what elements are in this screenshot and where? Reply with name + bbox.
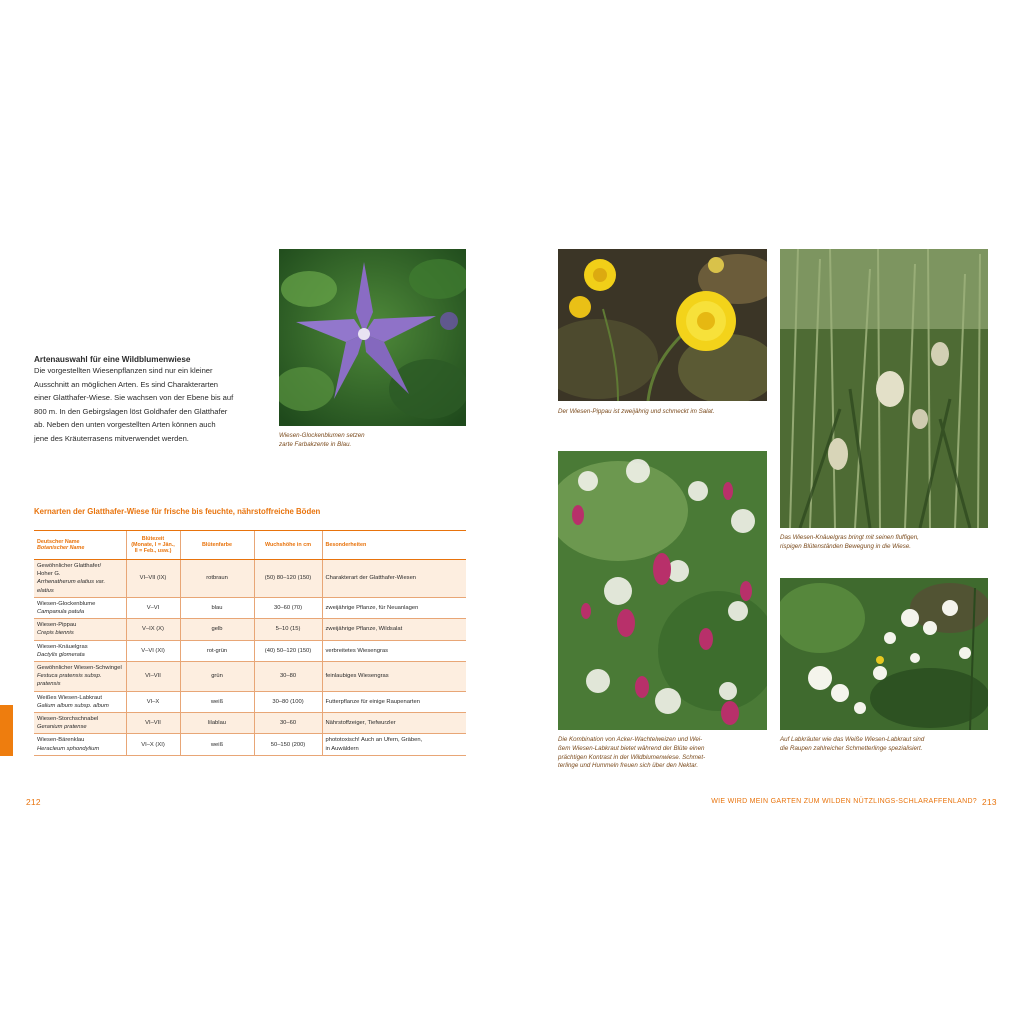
cell-name <box>34 597 126 618</box>
caption-glockenblume <box>279 432 469 450</box>
intro-line: Ausschnitt an möglichen Arten. Es sind Charakterarten <box>34 379 219 389</box>
cell-farbe: grün <box>180 662 254 692</box>
name-de: Gewöhnlicher Wiesen-Schwingel <box>37 665 122 672</box>
cell-bes: feinlaubiges Wiesengras <box>322 662 466 692</box>
header-bluetezeit <box>126 531 180 560</box>
intro-line: einer Glatthafer-Wiese. Sie wachsen von der Ebene bis auf <box>34 393 234 403</box>
caption-line: die Raupen zahlreicher Schmetterlinge spezialisiert. <box>780 744 923 752</box>
name-bot: Crepis biennis <box>37 630 74 637</box>
cell-hoehe: 30–60 (70) <box>254 597 322 618</box>
caption-line: rispigen Blütenständen Bewegung in die Wiese. <box>780 542 911 550</box>
caption-line: prächtigen Kontrast in der Wildblumenwiese. Schmet- <box>558 753 706 761</box>
cell-zeit: V–VI <box>126 597 180 618</box>
table-row <box>34 662 466 692</box>
cell-hoehe: (50) 80–120 (150) <box>254 560 322 598</box>
running-head: WIE WIRD MEIN GARTEN ZUM WILDEN NÜTZLINGS-SCHLARAFFENLAND? <box>711 798 977 805</box>
header-line: II = Feb., usw.) <box>134 548 172 554</box>
cell-name <box>34 713 126 734</box>
cell-zeit: VI–X (XI) <box>126 734 180 755</box>
bes-line: phototoxisch! Auch an Ufern, Gräben, <box>325 737 423 744</box>
species-table <box>34 530 466 756</box>
chapter-tab-marker <box>0 705 13 756</box>
cell-name <box>34 619 126 640</box>
header-name-de: Deutscher Name <box>37 539 80 545</box>
cell-name <box>34 734 126 755</box>
caption-pippau <box>558 408 773 417</box>
cell-zeit: VI–X <box>126 691 180 712</box>
cell-name <box>34 662 126 692</box>
table-header-row <box>34 531 466 560</box>
name-de: Wiesen-Glockenblume <box>37 600 96 607</box>
header-line: (Monate, I = Jän., <box>131 542 175 548</box>
cell-bes: Charakterart der Glatthafer-Wiesen <box>322 560 466 598</box>
caption-line: Der Wiesen-Pippau ist zweijährig und schmeckt im Salat. <box>558 408 715 415</box>
header-line: Blütezeit <box>141 536 165 542</box>
cell-zeit: V–IX (X) <box>126 619 180 640</box>
caption-line: zarte Farbakzente in Blau. <box>279 440 352 448</box>
table-title: Kernarten der Glatthafer-Wiese für frische bis feuchte, nährstoffreiche Böden <box>34 507 321 516</box>
cell-farbe: weiß <box>180 691 254 712</box>
caption-line: Die Kombination von Acker-Wachtelweizen und Wei- <box>558 736 703 743</box>
caption-labkraut <box>780 736 995 754</box>
page-number-right: 213 <box>982 797 997 807</box>
intro-heading: Artenauswahl für eine Wildblumenwiese <box>34 355 191 364</box>
photo-labkraut <box>780 578 988 730</box>
caption-knaeuelgras <box>780 534 995 552</box>
cell-zeit: VI–VII <box>126 713 180 734</box>
header-farbe: Blütenfarbe <box>180 531 254 560</box>
photo-knaeuelgras <box>780 249 988 528</box>
name-de: Wiesen-Pippau <box>37 622 77 629</box>
cell-bes <box>322 734 466 755</box>
photo-pippau <box>558 249 767 401</box>
cell-name <box>34 640 126 661</box>
table-row <box>34 640 466 661</box>
cell-hoehe: 5–10 (15) <box>254 619 322 640</box>
cell-farbe: rot-grün <box>180 640 254 661</box>
name-de: Hoher G. <box>37 571 61 578</box>
caption-line: terlinge und Hummeln freuen sich über den Nektar. <box>558 762 699 770</box>
cell-farbe: weiß <box>180 734 254 755</box>
intro-section <box>34 355 254 446</box>
caption-line: ßem Wiesen-Labkraut bietet während der Blüte einen <box>558 744 705 752</box>
intro-paragraph <box>34 364 254 446</box>
cell-hoehe: 50–150 (200) <box>254 734 322 755</box>
name-bot: Campanula patula <box>37 609 85 616</box>
photo-glockenblume <box>279 249 466 426</box>
header-name <box>34 531 126 560</box>
cell-farbe: blau <box>180 597 254 618</box>
header-name-bot: Botanischer Name <box>37 545 85 551</box>
name-bot: pratensis <box>37 681 61 688</box>
intro-line: jene des Kräuterrasens mitverwendet werden. <box>34 433 189 443</box>
name-bot: elatius <box>37 587 54 594</box>
cell-farbe: rotbraun <box>180 560 254 598</box>
cell-hoehe: (40) 50–120 (150) <box>254 640 322 661</box>
name-bot: Heracleum sphondylium <box>37 745 100 752</box>
page-number-left: 212 <box>26 797 41 807</box>
name-de: Wiesen-Knäuelgras <box>37 643 88 650</box>
cell-hoehe: 30–80 <box>254 662 322 692</box>
cell-hoehe: 30–80 (100) <box>254 691 322 712</box>
table-row <box>34 597 466 618</box>
header-hoehe: Wuchshöhe in cm <box>254 531 322 560</box>
caption-kombination <box>558 736 773 771</box>
intro-line: Die vorgestellten Wiesenpflanzen sind nur ein kleiner <box>34 366 213 375</box>
name-bot: Arrhenatherum elatius var. <box>37 579 106 586</box>
cell-farbe: lilablau <box>180 713 254 734</box>
table-row <box>34 560 466 598</box>
cell-name <box>34 560 126 598</box>
name-de: Gewöhnlicher Glatthafer/ <box>37 563 102 569</box>
table-row <box>34 691 466 712</box>
name-de: Weißes Wiesen-Labkraut <box>37 694 102 701</box>
cell-name <box>34 691 126 712</box>
name-de: Wiesen-Storchschnabel <box>37 716 99 723</box>
intro-line: ab. Neben den unten vorgestellten Arten können auch <box>34 420 216 430</box>
cell-zeit: VI–VII (IX) <box>126 560 180 598</box>
name-bot: Dactylis glomerata <box>37 651 85 658</box>
table-row <box>34 713 466 734</box>
name-bot: Galium album subsp. album <box>37 702 109 709</box>
cell-hoehe: 30–60 <box>254 713 322 734</box>
cell-bes: verbreitetes Wiesengras <box>322 640 466 661</box>
cell-bes: zweijährige Pflanze, Wildsalat <box>322 619 466 640</box>
cell-zeit: V–VI (XI) <box>126 640 180 661</box>
cell-farbe: gelb <box>180 619 254 640</box>
intro-line: 800 m. In den Gebirgslagen löst Goldhafer den Glatthafer <box>34 406 228 416</box>
name-bot: Geranium pratense <box>37 724 87 731</box>
caption-line: Auf Labkräuter wie das Weiße Wiesen-Labkraut sind <box>780 736 925 743</box>
cell-bes: Nährstoffzeiger, Tiefwurzler <box>322 713 466 734</box>
photo-kombination <box>558 451 767 730</box>
name-bot: Festuca pratensis subsp. <box>37 673 102 680</box>
caption-line: Das Wiesen-Knäuelgras bringt mit seinen fluffigen, <box>780 534 919 541</box>
bes-line: in Auwäldern <box>325 745 359 752</box>
cell-zeit: VI–VII <box>126 662 180 692</box>
header-besonderheiten: Besonderheiten <box>322 531 466 560</box>
cell-bes: Futterpflanze für einige Raupenarten <box>322 691 466 712</box>
table-row <box>34 734 466 755</box>
table-row <box>34 619 466 640</box>
cell-bes: zweijährige Pflanze, für Neuanlagen <box>322 597 466 618</box>
caption-line: Wiesen-Glockenblumen setzen <box>279 432 365 439</box>
name-de: Wiesen-Bärenklau <box>37 737 85 744</box>
